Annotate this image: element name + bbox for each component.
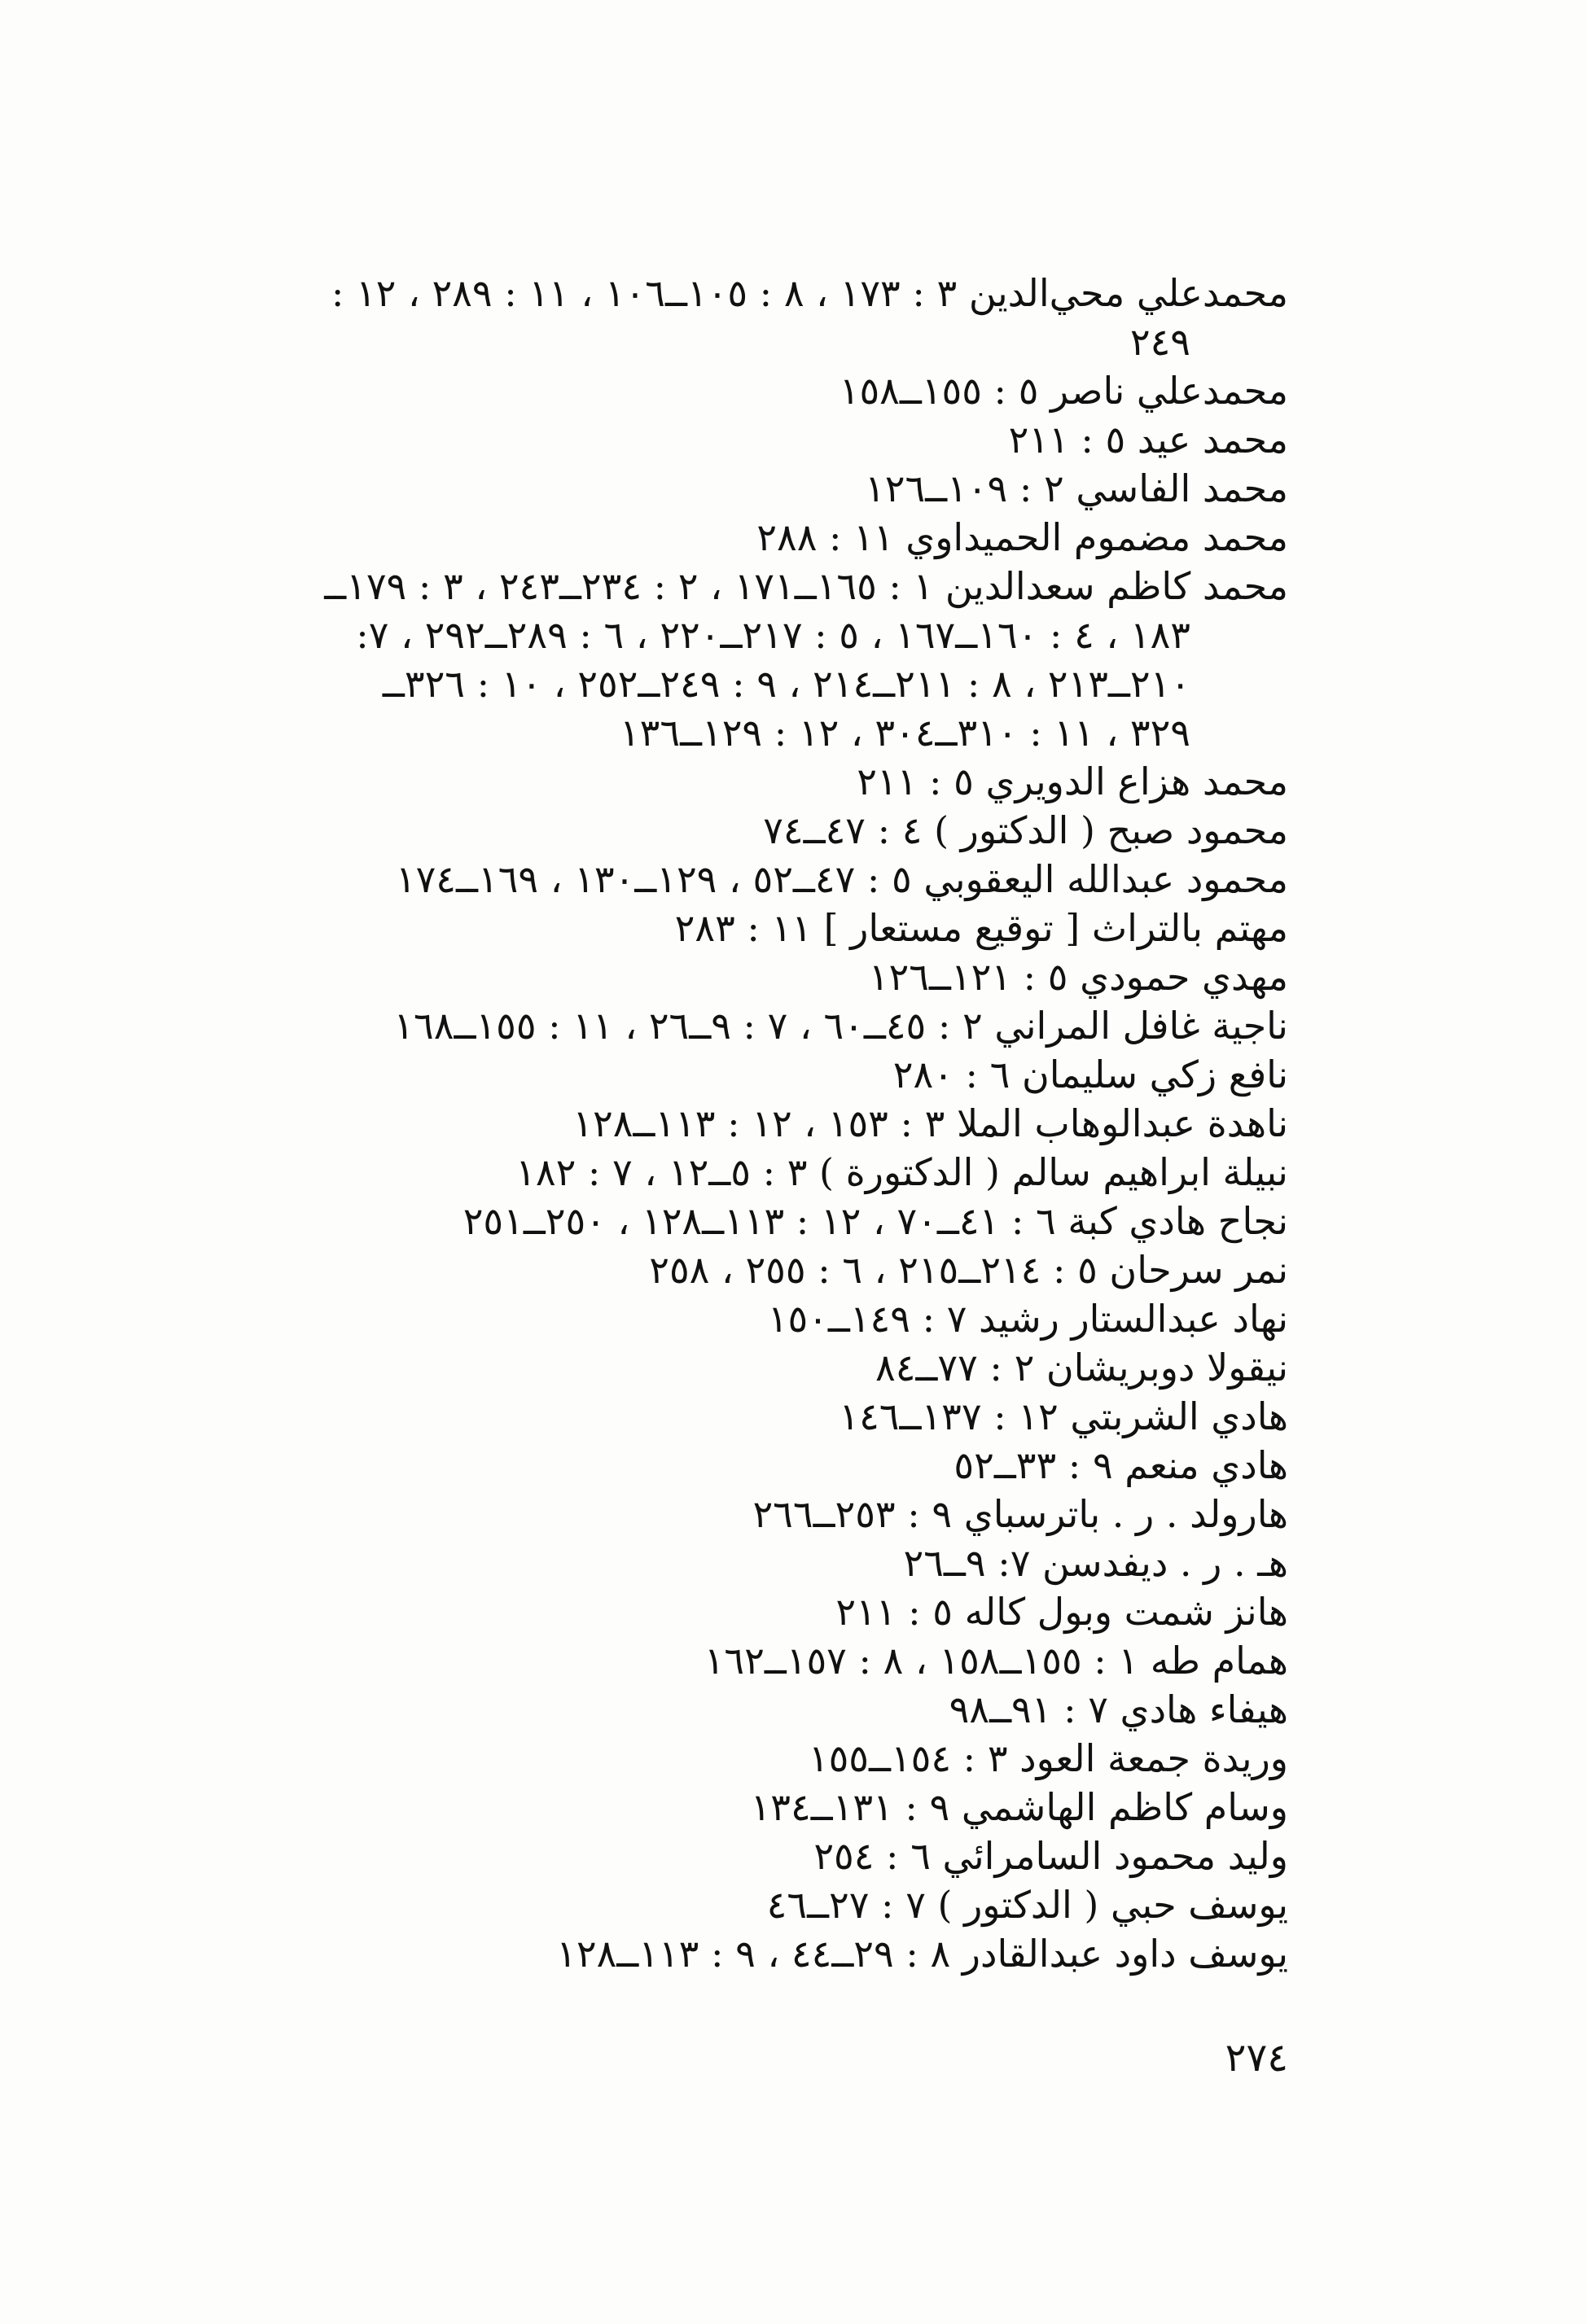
index-entry-continuation: ٢١٠ــ٢١٣ ، ٨ : ٢١١ــ٢١٤ ، ٩ : ٢٤٩ــ٢٥٢ ، ١٠ : ٣٢٦ــ (382, 662, 1190, 706)
index-entry-text: مهدي حمودي ٥ : ١٢١ــ١٢٦ (868, 955, 1288, 999)
index-entry-text: هـ . ر . ديفدسن ٧: ٩ــ٢٦ (903, 1541, 1288, 1585)
index-entry (197, 1294, 1288, 1343)
index-entry (197, 1636, 1288, 1685)
index-entry-text: محمدعلي ناصر ٥ : ١٥٥ــ١٥٨ (839, 369, 1288, 413)
index-entry (197, 952, 1288, 1001)
index-entry-text: نجاح هادي كبة ٦ : ٤١ــ٧٠ ، ١٢ : ١١٣ــ١٢٨ ، ٢٥٠ــ٢٥١ (463, 1199, 1288, 1243)
index-entry-continuation: ١٨٣ ، ٤ : ١٦٠ــ١٦٧ ، ٥ : ٢١٧ــ٢٢٠ ، ٦ : ٢٨٩ــ٢٩٢ ، ٧: (356, 613, 1190, 657)
index-entry-text: وليد محمود السامرائي ٦ : ٢٥٤ (813, 1834, 1288, 1878)
index-entry (197, 269, 1288, 366)
index-entry-text: هادي منعم ٩ : ٣٣ــ٥٢ (954, 1443, 1288, 1487)
index-entry-text: نافع زكي سليمان ٦ : ٢٨٠ (892, 1053, 1288, 1096)
index-entry-text: هانز شمت وبول كاله ٥ : ٢١١ (835, 1590, 1288, 1634)
index-entry-text: يوسف داود عبدالقادر ٨ : ٢٩ــ٤٤ ، ٩ : ١١٣ــ١٢٨ (556, 1932, 1288, 1976)
index-entry (197, 1441, 1288, 1490)
index-entry-text: محمد الفاسي ٢ : ١٠٩ــ١٢٦ (865, 466, 1288, 510)
index-entry (197, 1001, 1288, 1050)
index-entry (197, 1148, 1288, 1197)
index-entry (197, 757, 1288, 806)
index-entry-text: ناجية غافل المراني ٢ : ٤٥ــ٦٠ ، ٧ : ٩ــ٢٦ ، ١١ : ١٥٥ــ١٦٨ (393, 1004, 1288, 1048)
index-entry-continuation: ٣٢٩ ، ١١ : ٣١٠ــ٣٠٤ ، ١٢ : ١٢٩ــ١٣٦ (619, 711, 1190, 755)
index-entry (197, 1099, 1288, 1148)
index-entry (197, 1880, 1288, 1929)
index-entry-text: هارولد . ر . باترسباي ٩ : ٢٥٣ــ٢٦٦ (752, 1492, 1288, 1536)
index-entry-text: نمر سرحان ٥ : ٢١٤ــ٢١٥ ، ٦ : ٢٥٥ ، ٢٥٨ (649, 1248, 1288, 1292)
index-entry (197, 415, 1288, 464)
index-entry (197, 1197, 1288, 1245)
index-entry (197, 1343, 1288, 1392)
author-index-list (197, 269, 1288, 1978)
index-entry (197, 1392, 1288, 1441)
index-entry (197, 1734, 1288, 1783)
index-entry-text: محمد عيد ٥ : ٢١١ (1008, 418, 1288, 462)
index-entry-text: محمد كاظم سعدالدين ١ : ١٦٥ــ١٧١ ، ٢ : ٢٣٤ــ٢٤٣ ، ٣ : ١٧٩ــ (324, 564, 1288, 608)
index-entry (197, 1538, 1288, 1587)
index-entry-text: همام طه ١ : ١٥٥ــ١٥٨ ، ٨ : ١٥٧ــ١٦٢ (704, 1639, 1288, 1683)
index-entry-text: محمد مضموم الحميداوي ١١ : ٢٨٨ (756, 515, 1288, 559)
index-entry-text: نهاد عبدالستار رشيد ٧ : ١٤٩ــ١٥٠ (767, 1297, 1288, 1341)
index-entry-text: نبيلة ابراهيم سالم ( الدكتورة ) ٣ : ٥ــ١٢ ، ٧ : ١٨٢ (515, 1150, 1288, 1194)
index-entry (197, 904, 1288, 952)
index-entry-text: محمدعلي محي‌الدين ٣ : ١٧٣ ، ٨ : ١٠٥ــ١٠٦ ، ١١ : ٢٨٩ ، ١٢ : (331, 271, 1288, 315)
index-entry-text: محمود صبح ( الدكتور ) ٤ : ٤٧ــ٧٤ (763, 808, 1288, 852)
index-entry-text: نيقولا دوبريشان ٢ : ٧٧ــ٨٤ (875, 1346, 1288, 1390)
index-entry-text: هادي الشربتي ١٢ : ١٣٧ــ١٤٦ (839, 1394, 1288, 1438)
index-entry (197, 806, 1288, 855)
index-entry (197, 1245, 1288, 1294)
index-entry (197, 1685, 1288, 1734)
index-entry-text: وسام كاظم الهاشمي ٩ : ١٣١ــ١٣٤ (750, 1785, 1288, 1829)
index-entry (197, 1587, 1288, 1636)
index-entry-text: هيفاء هادي ٧ : ٩١ــ٩٨ (949, 1687, 1288, 1731)
index-entry-continuation: ٢٤٩ (1129, 320, 1190, 364)
index-entry (197, 366, 1288, 415)
index-entry (197, 513, 1288, 562)
index-entry (197, 464, 1288, 513)
index-entry-text: ناهدة عبدالوهاب الملا ٣ : ١٥٣ ، ١٢ : ١١٣ــ١٢٨ (572, 1101, 1288, 1145)
index-entry-text: يوسف حبي ( الدكتور ) ٧ : ٢٧ــ٤٦ (766, 1883, 1288, 1927)
index-entry (197, 1929, 1288, 1978)
index-entry-text: مهتم بالتراث [ توقيع مستعار ] ١١ : ٢٨٣ (674, 906, 1288, 950)
index-entry-text: محمود عبدالله اليعقوبي ٥ : ٤٧ــ٥٢ ، ١٢٩ــ١٣٠ ، ١٦٩ــ١٧٤ (395, 857, 1288, 901)
index-entry-text: وريدة جمعة العود ٣ : ١٥٤ــ١٥٥ (808, 1736, 1288, 1780)
index-entry (197, 1783, 1288, 1832)
index-entry (197, 1832, 1288, 1880)
page-number: ٢٧٤ (1225, 2035, 1288, 2081)
index-entry (197, 1490, 1288, 1538)
index-entry (197, 1050, 1288, 1099)
index-entry (197, 562, 1288, 757)
index-entry-text: محمد هزاع الدويري ٥ : ٢١١ (857, 759, 1288, 803)
index-entry (197, 855, 1288, 904)
